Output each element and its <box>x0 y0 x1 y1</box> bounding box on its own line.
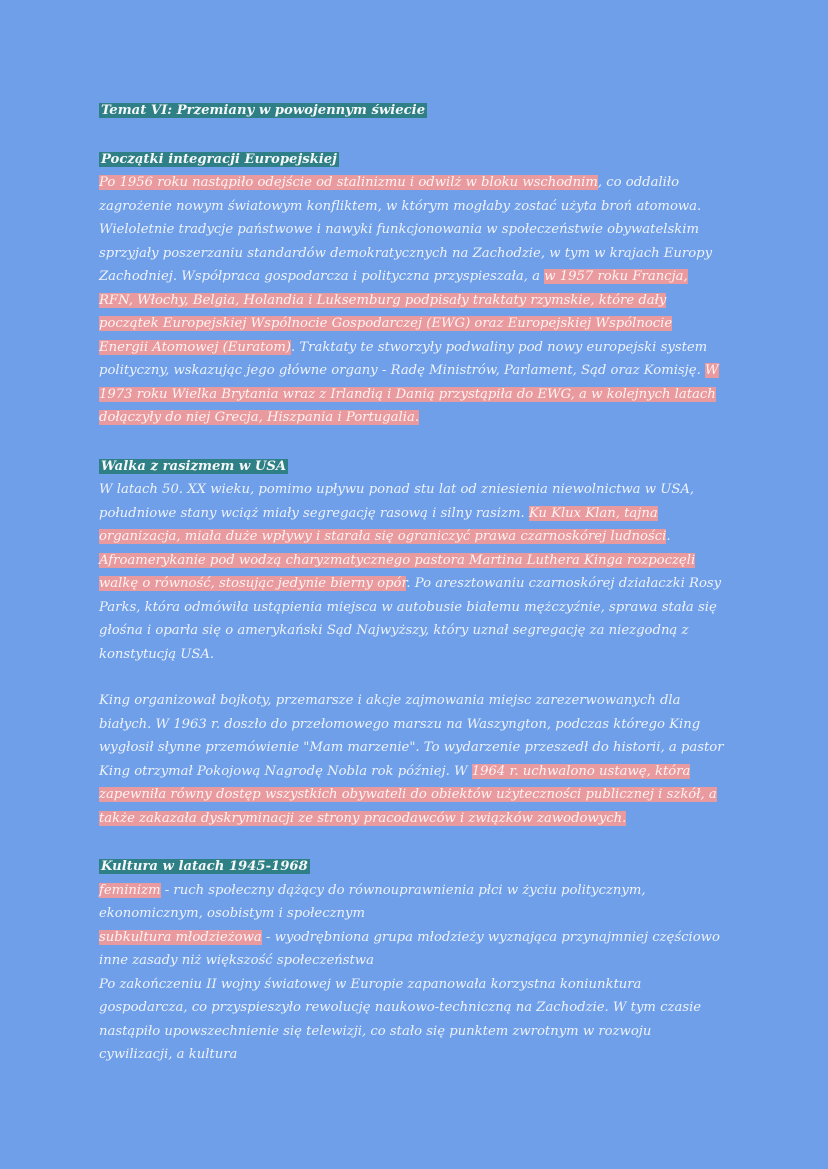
section-heading-integration: Początki integracji Europejskiej <box>101 151 337 167</box>
term-highlight: feminizm <box>99 882 161 898</box>
highlight: Ku Klux Klan, tajna organizacja, miała duże wpływy i starała się ograniczyć prawa czarnoskórej ludności <box>99 505 667 544</box>
text: . <box>666 529 671 544</box>
highlight: Afroamerykanie pod wodzą charyzmatycznego pastora Martina Luthera Kinga rozpoczęli walkę o równość, stosując jedynie bierny opór <box>99 552 696 591</box>
definition-feminism <box>99 879 724 926</box>
definition-youth-subculture <box>99 926 724 973</box>
paragraph-culture: Po zakończeniu II wojny światowej w Europie zapanowała korzystna koniunktura gospodarcza, co przyspieszyło rewolucję naukowo-techniczną na Zachodzie. W tym czasie nastąpiło upowszechnienie się telewizji, co stało się punktem zwrotnym w rozwoju cywilizacji, a kultura <box>99 976 702 1062</box>
paragraph-racism-2 <box>99 689 724 830</box>
text: W latach 50. XX wieku, pomimo upływu ponad stu lat od zniesienia niewolnictwa w USA, południowe stany wciąż miały segregację rasową i silny rasizm. <box>99 482 695 521</box>
topic-title: Temat VI: Przemiany w powojennym świecie <box>101 103 426 118</box>
section-heading-racism: Walka z rasizmem w USA <box>101 458 287 474</box>
highlight: W 1973 roku Wielka Brytania wraz z Irlandią i Danią przystąpiła do EWG, a w kolejnych latach dołączyły do niej Grecja, Hiszpania i Portugalia. <box>99 363 719 425</box>
definition-text: - ruch społeczny dążący do równouprawnienia płci w życiu politycznym, ekonomicznym, osobistym i społecznym <box>99 882 646 921</box>
document-content <box>99 99 724 1067</box>
highlight: Po 1956 roku nastąpiło odejście od stalinizmu i odwilż w bloku wschodnim <box>99 175 598 190</box>
section-heading-culture: Kultura w latach 1945-1968 <box>101 859 308 874</box>
paragraph-racism-1 <box>99 478 724 666</box>
highlight: 1964 r. uchwalono ustawę, która zapewniła równy dostęp wszystkich obywateli do obiektów użyteczności publicznej i szkół, a także zakazała dyskryminacji ze strony pracodawców i związków zawodowych. <box>99 763 717 826</box>
term-highlight: subkultura młodzieżowa <box>99 929 262 945</box>
text: , co oddaliło zagrożenie nowym światowym konfliktem, w którym mogłaby zostać użyta broń atomowa. Wieloletnie tradycje państwowe i nawyki funkcjonowania w społeczeństwie obywatelskim sprzyjały poszerzaniu standardów demokratycznych na Zachodzie, w tym w krajach Europy Zachodniej. Współpraca gospodarcza i polityczna przyspieszała, a <box>99 175 713 284</box>
paragraph-integration <box>99 171 724 430</box>
text: King organizował bojkoty, przemarsze i akcje zajmowania miejsc zarezerwowanych dla białych. W 1963 r. doszło do przełomowego marszu na Waszyngton, podczas którego King wygłosił słynne przemówienie "Mam marzenie". To wydarzenie przeszedł do historii, a pastor King otrzymał Pokojową Nagrodę Nobla rok później. W <box>99 693 724 779</box>
definition-text: - wyodrębniona grupa młodzieży wyznająca przynajmniej częściowo inne zasady niż większość społeczeństwa <box>99 929 720 968</box>
text: . Po aresztowaniu czarnoskórej działaczki Rosy Parks, która odmówiła ustąpienia miejsca w autobusie białemu mężczyźnie, sprawa stała się głośna i oparła się o amerykański Sąd Najwyższy, który uznał segregację za niezgodną z konstytucją USA. <box>99 576 722 662</box>
highlight: w 1957 roku Francja, RFN, Włochy, Belgia, Holandia i Luksemburg podpisały traktaty rzymskie, które dały początek Europejskiej Wspólnocie Gospodarczej (EWG) oraz Europejskiej Wspólnocie Energii Atomowej (Euratom) <box>99 269 688 355</box>
text: . Traktaty te stworzyły podwaliny pod nowy europejski system polityczny, wskazując jego główne organy - Radę Ministrów, Parlament, Sąd oraz Komisję. <box>99 339 708 378</box>
